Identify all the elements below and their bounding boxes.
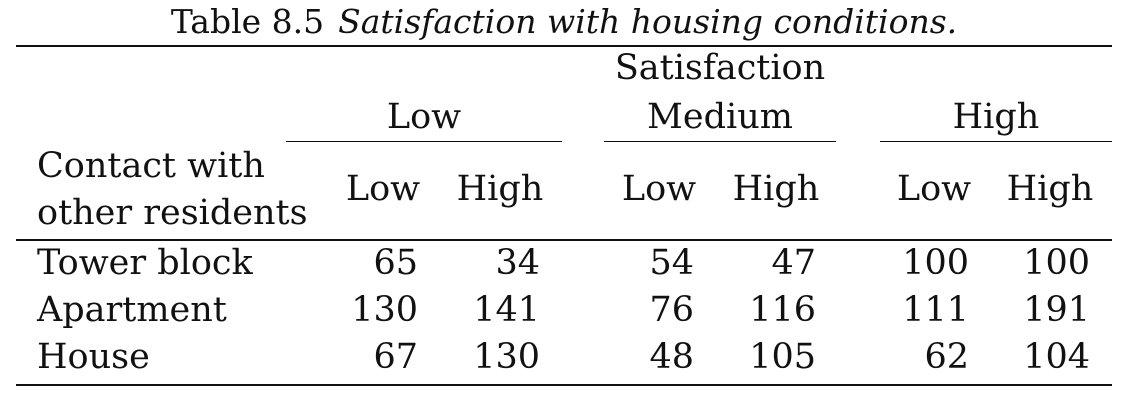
- table-cell: 100: [902, 243, 969, 283]
- group-rule-medium: [604, 141, 836, 142]
- table-cell: 141: [473, 290, 540, 330]
- table-cell: 47: [771, 243, 816, 283]
- table-cell: 105: [749, 337, 816, 377]
- group-header-low: Low: [386, 97, 462, 137]
- group-header-medium: Medium: [647, 97, 793, 137]
- table-cell: 67: [373, 337, 418, 377]
- caption-label: Table 8.5: [170, 2, 325, 41]
- subcol-header: High: [456, 169, 544, 209]
- table-cell: 116: [749, 290, 816, 330]
- subcol-header: High: [1006, 169, 1094, 209]
- table-cell: 62: [924, 337, 969, 377]
- table-cell: 130: [473, 337, 540, 377]
- row-label: Tower block: [37, 243, 253, 283]
- table-cell: 130: [351, 290, 418, 330]
- row-label: Apartment: [37, 290, 227, 330]
- subcol-header: High: [732, 169, 820, 209]
- table-cell: 104: [1023, 337, 1090, 377]
- table-cell: 34: [495, 243, 540, 283]
- table-cell: 65: [373, 243, 418, 283]
- table-cell: 100: [1023, 243, 1090, 283]
- spanner-header: Satisfaction: [614, 48, 826, 88]
- group-header-high: High: [952, 97, 1040, 137]
- row-label: House: [37, 337, 150, 377]
- bottom-rule: [16, 384, 1112, 386]
- subcol-header: Low: [896, 169, 972, 209]
- table-cell: 191: [1023, 290, 1090, 330]
- subcol-header: Low: [621, 169, 697, 209]
- table-cell: 48: [649, 337, 694, 377]
- table-cell: 54: [649, 243, 694, 283]
- caption-text: Satisfaction with housing conditions.: [338, 2, 958, 41]
- subcol-header: Low: [345, 169, 421, 209]
- table-caption: [0, 2, 1128, 42]
- table-cell: 76: [649, 290, 694, 330]
- group-rule-low: [286, 141, 562, 142]
- table-cell: 111: [902, 290, 969, 330]
- group-rule-high: [880, 141, 1112, 142]
- stub-header-line1: Contact with: [37, 146, 265, 186]
- stub-header-line2: other residents: [37, 193, 308, 233]
